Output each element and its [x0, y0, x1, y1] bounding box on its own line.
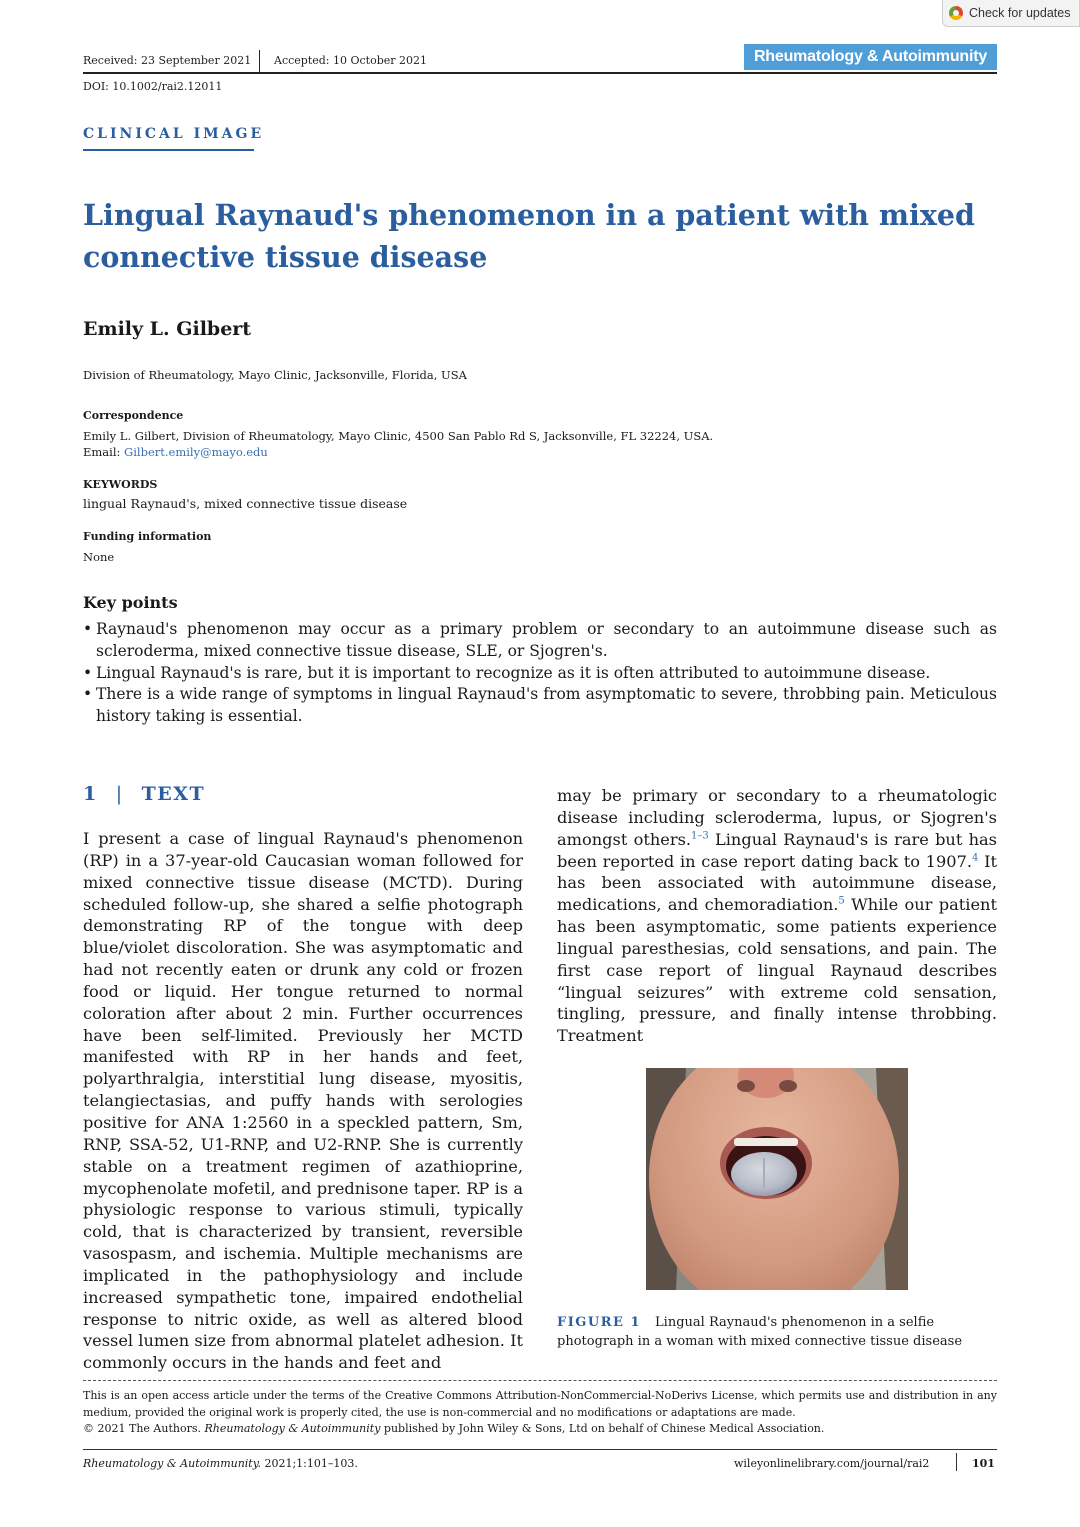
section-heading — [83, 783, 205, 805]
text-part: Lingual Raynaud's is rare but has been reported in case report dating back to 1907. — [557, 829, 997, 871]
journal-banner[interactable]: Rheumatology & Autoimmunity — [744, 44, 997, 70]
text-part: While our patient has been asymptomatic, some patients experience lingual paresthesias, cold sensations, and pain. The first case report of lingual Raynaud describes “lingual seizures” with extreme cold sensation, tingling, pressure, and finally intense throbbing. Treatment — [557, 895, 997, 1046]
key-point-item: • There is a wide range of symptoms in lingual Raynaud's from asymptomatic to severe, throbbing pain. Meticulous history taking is essential. — [83, 684, 997, 728]
text-part: It has been associated with autoimmune disease, medications, and chemoradiation. — [557, 851, 998, 915]
article-title: Lingual Raynaud's phenomenon in a patient with mixed connective tissue disease — [83, 198, 975, 274]
page-number: 101 — [972, 1457, 995, 1470]
received-date: Received: 23 September 2021 — [83, 54, 252, 67]
footer-volume: 2021;1:101–103. — [260, 1457, 358, 1470]
section-divider: | — [115, 783, 124, 805]
funding-text: None — [83, 550, 115, 564]
funding-heading: Funding information — [83, 530, 212, 543]
footer-url[interactable]: wileyonlinelibrary.com/journal/rai2 — [734, 1457, 930, 1470]
selfie-photo-illustration — [646, 1068, 908, 1290]
footer-rule — [83, 1449, 997, 1450]
key-point-item: • Lingual Raynaud's is rare, but it is important to recognize as it is often attributed to autoimmune disease. — [83, 663, 997, 685]
license-block — [83, 1388, 997, 1438]
header-divider — [259, 50, 260, 72]
left-column-text: I present a case of lingual Raynaud's phenomenon (RP) in a 37-year-old Caucasian woman followed for mixed connective tissue disease (MCTD). During scheduled follow-up, she shared a selfie photograph demonstrating RP of the tongue with deep blue/violet discoloration. She was asymptomatic and had not recently eaten or drunk any cold or frozen food or liquid. Her tongue returned to normal coloration after about 2 min. Further occurrences have been self-limited. Previously her MCTD manifested with RP in her hands and feet, polyarthralgia, interstitial lung disease, myositis, telangiectasias, and puffy hands with serologies positive for ANA 1:2560 in a speckled pattern, Sm, RNP, SSA-52, U1-RNP, and U2-RNP. She is currently stable on a treatment regimen of azathioprine, mycophenolate mofetil, and prednisone taper. RP is a physiologic response to various stimuli, typically cold, that is characterized by transient, reversible vasospasm, and ischemia. Multiple mechanisms are implicated in the pathophysiology and include increased sympathetic tone, impaired endothelial response to nitric oxide, as well as altered blood vessel lumen size from abnormal platelet adhesion. It commonly occurs in the hands and feet and — [83, 829, 523, 1373]
crossmark-icon — [949, 6, 963, 20]
footer-citation — [83, 1457, 358, 1470]
correspondence-heading: Correspondence — [83, 409, 184, 422]
key-points-heading: Key points — [83, 593, 178, 612]
figure-caption — [557, 1314, 997, 1351]
copyright-suffix: published by John Wiley & Sons, Ltd on behalf of Chinese Medical Association. — [380, 1422, 825, 1435]
license-text: This is an open access article under the terms of the Creative Commons Attribution-NonCommercial-NoDerivs License, which permits use and distribution in any medium, provided the original work is properly cited, the use is non-commercial and no modifications or adaptations are made. — [83, 1389, 997, 1419]
right-column-text — [557, 785, 997, 1047]
article-category: CLINICAL IMAGE — [83, 126, 265, 142]
key-point-item: • Raynaud's phenomenon may occur as a primary problem or secondary to an autoimmune disease such as scleroderma, mixed connective tissue disease, SLE, or Sjogren's. — [83, 619, 997, 663]
check-for-updates-button[interactable] — [942, 0, 1080, 27]
email-line — [83, 444, 268, 460]
copyright-prefix: © 2021 The Authors. — [83, 1422, 205, 1435]
key-points-list — [83, 619, 997, 728]
figure-photo[interactable] — [646, 1068, 908, 1290]
header-rule — [83, 72, 997, 74]
correspondence-text: Emily L. Gilbert, Division of Rheumatology, Mayo Clinic, 4500 San Pablo Rd S, Jacksonville, FL 32224, USA. — [83, 429, 714, 443]
keywords: lingual Raynaud's, mixed connective tissue disease — [83, 496, 408, 511]
figure-caption-text: Lingual Raynaud's phenomenon in a selfie photograph in a woman with mixed connective tissue disease — [557, 1315, 963, 1349]
figure-label[interactable]: FIGURE 1 — [557, 1315, 642, 1330]
accepted-date: Accepted: 10 October 2021 — [274, 54, 428, 67]
text-part: may be primary or secondary to a rheumatologic disease including scleroderma, lupus, or Sjogren's amongst others. — [557, 786, 997, 849]
author-name: Emily L. Gilbert — [83, 318, 252, 340]
copyright-journal: Rheumatology & Autoimmunity — [204, 1422, 381, 1435]
section-title: TEXT — [141, 783, 206, 805]
reference-citation[interactable]: 1–3 — [691, 830, 709, 842]
doi[interactable]: DOI: 10.1002/rai2.12011 — [83, 80, 223, 93]
license-divider — [83, 1380, 997, 1381]
email-label: Email: — [83, 445, 125, 459]
reference-citation[interactable]: 4 — [972, 852, 979, 864]
section-number: 1 — [83, 783, 98, 805]
category-underline — [83, 149, 254, 151]
check-for-updates-label: Check for updates — [969, 6, 1071, 20]
footer-journal: Rheumatology & Autoimmunity. — [83, 1457, 261, 1470]
reference-citation[interactable]: 5 — [838, 895, 845, 907]
footer-divider — [956, 1453, 957, 1471]
copyright-line — [83, 1421, 997, 1438]
email-link[interactable]: Gilbert.emily@mayo.edu — [124, 445, 268, 459]
author-affiliation: Division of Rheumatology, Mayo Clinic, Jacksonville, Florida, USA — [83, 368, 467, 382]
keywords-heading: KEYWORDS — [83, 478, 158, 491]
